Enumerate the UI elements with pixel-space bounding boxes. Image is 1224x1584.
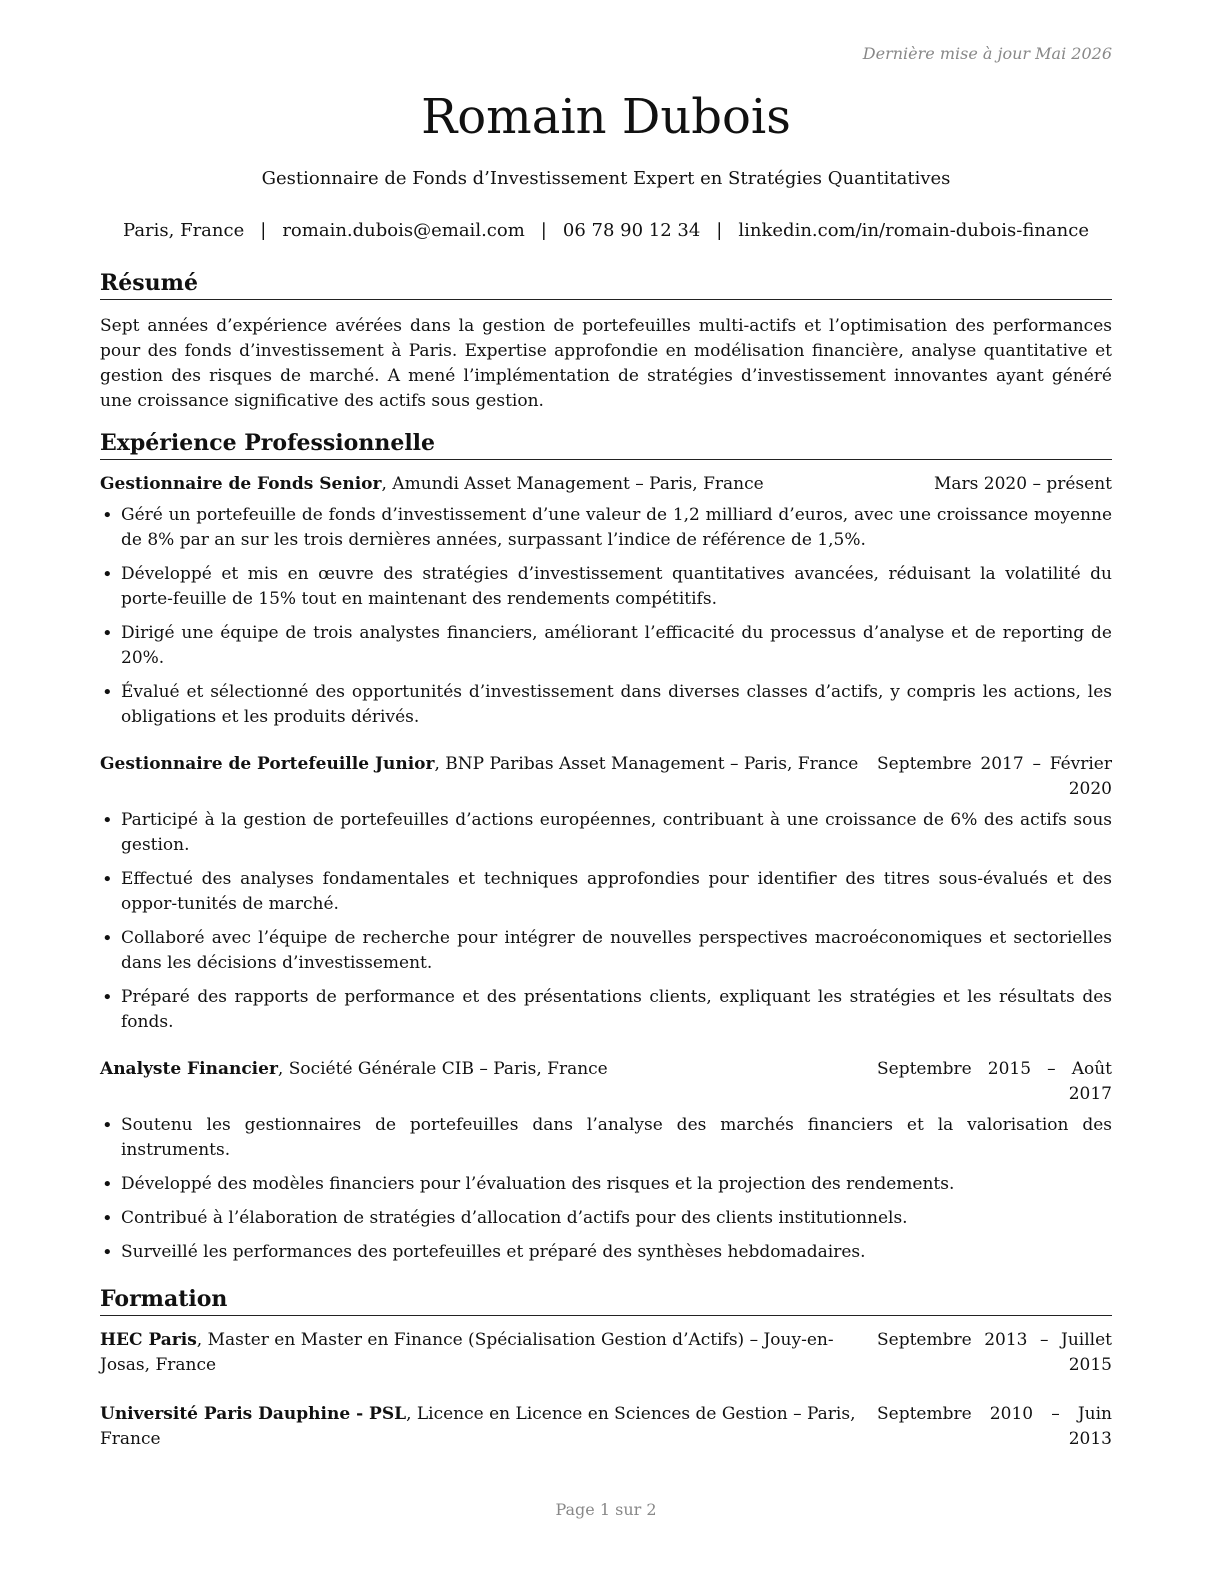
list-item: • Soutenu les gestionnaires de portefeuilles dans l’analyse des marchés financiers et la valorisation des instruments.	[100, 1113, 1112, 1163]
job-company: , Société Générale CIB – Paris, France	[277, 1059, 608, 1079]
list-item: • Développé et mis en œuvre des stratégies d’investissement quantitatives avancées, réduisant la volatilité du porte-feuille de 15% tout en maintenant des rendements compétitifs.	[100, 562, 1112, 612]
job-role: Analyste Financier	[100, 1059, 278, 1079]
job-role: Gestionnaire de Portefeuille Junior	[100, 754, 435, 774]
job-company: , BNP Paribas Asset Management – Paris, France	[434, 754, 859, 774]
list-item: • Collaboré avec l’équipe de recherche pour intégrer de nouvelles perspectives macroéconomiques et sectorielles dans les décisions d’investissement.	[100, 926, 1112, 976]
education-list	[100, 1328, 1112, 1452]
summary-text: Sept années d’expérience avérées dans la gestion de portefeuilles multi-actifs et l’optimisation des performances pour des fonds d’investissement à Paris. Expertise approfondie en modélisation financière, analyse quantitative et gestion des risques de marché. A mené l’implémentation de stratégies d’investissement innovantes ayant généré une croissance significative des actifs sous gestion.	[100, 316, 1112, 411]
job-dates: Septembre 2015 – Août 2017	[877, 1059, 1112, 1104]
job-entry	[100, 752, 1112, 1035]
list-item: • Contribué à l’élaboration de stratégies d’allocation d’actifs pour des clients institutionnels.	[100, 1206, 1112, 1231]
section-title-education: Formation	[100, 1284, 1112, 1316]
resume-content	[100, 268, 1112, 1476]
last-updated: Dernière mise à jour Mai 2026	[862, 44, 1112, 63]
resume-page	[100, 0, 1112, 1584]
headline: Gestionnaire de Fonds d’Investissement Expert en Stratégies Quantitatives	[261, 168, 951, 189]
list-item: • Développé des modèles financiers pour l’évaluation des risques et la projection des rendements.	[100, 1172, 1112, 1197]
section-title-experience: Expérience Professionnelle	[100, 428, 1112, 460]
list-item: • Évalué et sélectionné des opportunités d’investissement dans diverses classes d’actifs, y compris les actions, les obligations et les produits dérivés.	[100, 680, 1112, 730]
job-header	[100, 1057, 1112, 1107]
contact-location: Paris, France	[123, 220, 245, 241]
list-item: • Préparé des rapports de performance et des présentations clients, expliquant les stratégies et les résultats des fonds.	[100, 985, 1112, 1035]
separator: |	[540, 220, 547, 241]
list-item: • Surveillé les performances des portefeuilles et préparé des synthèses hebdomadaires.	[100, 1240, 1112, 1265]
section-title-summary: Résumé	[100, 268, 1112, 300]
degree-detail: , Licence en Licence en Sciences de Gestion – Paris, France	[100, 1404, 856, 1449]
job-header	[100, 472, 1112, 497]
job-entry	[100, 1057, 1112, 1265]
separator: |	[716, 220, 723, 241]
job-dates: Mars 2020 – présent	[933, 474, 1112, 494]
list-item: • Géré un portefeuille de fonds d’investissement d’une valeur de 1,2 milliard d’euros, avec une croissance moyenne de 8% par an sur les trois dernières années, surpassant l’indice de référence de 1,5%.	[100, 503, 1112, 553]
contact-linkedin[interactable]: linkedin.com/in/romain-dubois-finance	[738, 220, 1089, 241]
job-entry	[100, 472, 1112, 730]
list-item: • Dirigé une équipe de trois analystes financiers, améliorant l’efficacité du processus d’analyse et de reporting de 20%.	[100, 621, 1112, 671]
education-dates: Septembre 2013 – Juillet 2015	[877, 1330, 1112, 1375]
contact-email[interactable]: romain.dubois@email.com	[282, 220, 525, 241]
job-bullets	[100, 503, 1112, 730]
separator: |	[260, 220, 267, 241]
education-entry	[100, 1402, 1112, 1452]
contact-line	[100, 218, 1112, 244]
degree-detail: , Master en Master en Finance (Spécialisation Gestion d’Actifs) – Jouy-en-Josas, France	[100, 1330, 834, 1375]
contact-phone: 06 78 90 12 34	[562, 220, 701, 241]
education-dates: Septembre 2010 – Juin 2013	[877, 1404, 1112, 1449]
job-header	[100, 752, 1112, 802]
job-bullets	[100, 1113, 1112, 1265]
school-name: HEC Paris	[100, 1330, 197, 1350]
education-entry	[100, 1328, 1112, 1378]
page-number: Page 1 sur 2	[555, 1500, 657, 1519]
job-bullets	[100, 808, 1112, 1035]
school-name: Université Paris Dauphine - PSL	[100, 1404, 407, 1424]
job-role: Gestionnaire de Fonds Senior	[100, 474, 382, 494]
job-dates: Septembre 2017 – Février 2020	[877, 754, 1112, 799]
list-item: • Effectué des analyses fondamentales et techniques approfondies pour identifier des titres sous-évalués et des oppor-tunités de marché.	[100, 867, 1112, 917]
list-item: • Participé à la gestion de portefeuilles d’actions européennes, contribuant à une croissance de 6% des actifs sous gestion.	[100, 808, 1112, 858]
candidate-name: Romain Dubois	[421, 89, 791, 145]
job-company: , Amundi Asset Management – Paris, France	[381, 474, 764, 494]
